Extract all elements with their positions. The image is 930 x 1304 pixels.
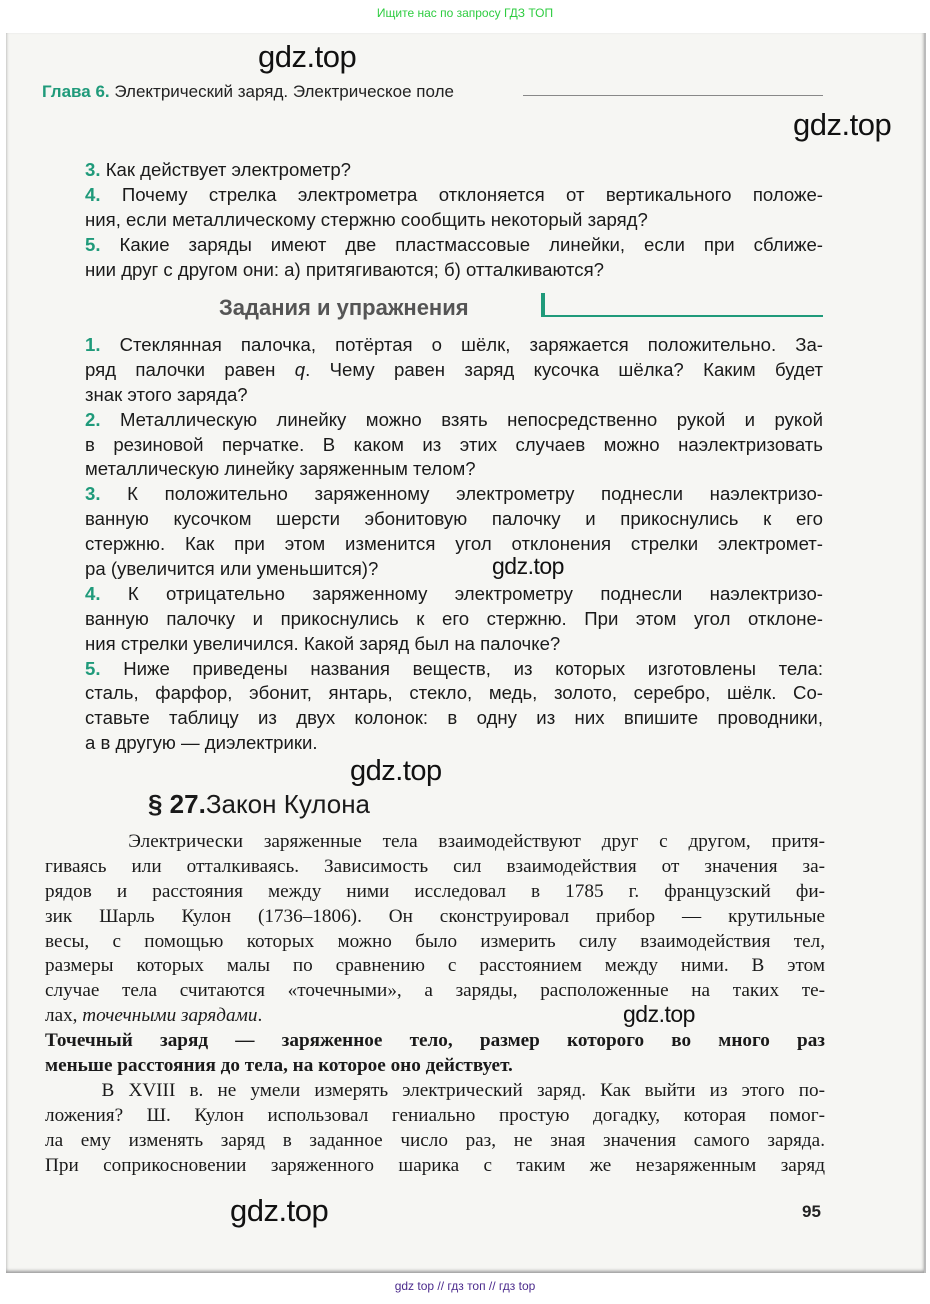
text-segment: Ниже приведены названия веществ, из которых изготовлены тела: xyxy=(123,657,823,679)
definition-text: меньше расстояния до тела, на которое оно действует. xyxy=(45,1055,513,1077)
chapter-number: Глава 6. xyxy=(42,82,110,101)
text-line xyxy=(85,731,823,756)
text-segment: Какие заряды имеют две пластмассовые линейки, если при сближе- xyxy=(119,233,823,255)
italic-term: точечными зарядами xyxy=(82,1005,258,1027)
italic-term: q xyxy=(294,358,306,380)
paragraph-number: § 27. xyxy=(148,789,206,819)
text-line xyxy=(85,333,823,358)
item-number: 5. xyxy=(85,657,124,679)
item-number: 3. xyxy=(85,159,106,180)
text-segment: . xyxy=(257,1005,263,1027)
text-segment: случае тела считаются «точечными», а заряды, расположенные на таких те- xyxy=(45,980,825,1002)
text-segment: знак этого заряда? xyxy=(85,383,248,405)
paragraph-title xyxy=(148,789,370,820)
text-segment: При соприкосновении заряженного шарика с таким же незаряженным заряд xyxy=(45,1154,825,1176)
text-line xyxy=(85,532,823,557)
text-segment: а в другую — диэлектрики. xyxy=(85,732,318,754)
text-segment: стержню. Как при этом изменится угол отклонения стрелки электромет- xyxy=(85,533,823,555)
bottom-banner[interactable]: gdz top // гдз топ // гдз top xyxy=(394,1279,536,1293)
text-line xyxy=(85,681,823,706)
text-segment: ния стрелки увеличился. Какой заряд был на палочке? xyxy=(85,632,561,654)
text-line xyxy=(45,830,825,855)
text-segment: зик Шарль Кулон (1736–1806). Он сконструировал прибор — крутильные xyxy=(45,905,825,927)
text-segment: весы, с помощью которых можно было измерить силу взаимодействия тел, xyxy=(45,930,825,952)
text-line xyxy=(85,457,823,482)
chapter-title: Электрический заряд. Электрическое поле xyxy=(114,82,454,101)
text-segment: К отрицательно заряженному электрометру поднесли наэлектризо- xyxy=(127,582,823,604)
text-line xyxy=(85,507,823,532)
text-line xyxy=(85,408,823,433)
text-line xyxy=(45,1104,825,1129)
text-line xyxy=(85,582,823,607)
definition-text: Точечный заряд — заряженное тело, размер которого во много раз xyxy=(45,1030,825,1052)
text-line xyxy=(45,880,825,905)
text-segment: Почему стрелка электрометра отклоняется от вертикального положе- xyxy=(121,183,823,205)
text-segment: ряд палочки равен xyxy=(85,358,295,380)
text-segment: В XVIII в. не умели измерять электрический заряд. Как выйти из этого по- xyxy=(45,1079,825,1101)
text-line xyxy=(85,233,823,258)
text-segment: ванную кусочком шерсти эбонитовую палочку и прикоснулись к его xyxy=(85,508,823,530)
paragraph-body xyxy=(45,830,825,1178)
text-segment: металлическую линейку заряженным телом? xyxy=(85,458,476,480)
text-segment: Стеклянная палочка, потёртая о шёлк, заряжается положительно. За- xyxy=(119,334,823,355)
text-line xyxy=(85,557,823,582)
page-number: 95 xyxy=(802,1202,821,1221)
textbook-page xyxy=(6,33,926,1273)
text-segment: ставьте таблицу из двух колонок: в одну из них впишите проводники, xyxy=(85,707,823,729)
text-line xyxy=(45,930,825,955)
text-line xyxy=(85,383,823,408)
text-segment: ложения? Ш. Кулон использовал гениально простую догадку, которая помог- xyxy=(45,1104,825,1126)
watermark: gdz.top xyxy=(492,553,564,579)
item-number: 4. xyxy=(85,582,128,604)
watermark: gdz.top xyxy=(350,755,442,787)
text-segment: Металлическую линейку можно взять непосредственно рукой и рукой xyxy=(119,408,823,430)
text-line xyxy=(45,1004,825,1029)
text-segment: рядов и расстояния между ними исследовал в 1785 г. французский фи- xyxy=(45,880,825,902)
paragraph-title-text: Закон Кулона xyxy=(205,789,371,819)
text-line xyxy=(45,1154,825,1179)
text-segment: . Чему равен заряд кусочка шёлка? Каким будет xyxy=(305,358,823,380)
text-line xyxy=(85,183,823,208)
text-line xyxy=(85,607,823,632)
watermark: gdz.top xyxy=(258,39,357,74)
text-segment: лах, xyxy=(45,1005,83,1027)
running-head xyxy=(42,82,454,102)
text-line xyxy=(85,208,823,233)
exercises-list xyxy=(85,333,823,756)
text-line xyxy=(85,258,823,283)
text-line xyxy=(45,855,825,880)
review-questions xyxy=(85,158,823,282)
text-segment: размеры которых малы по сравнению с расстоянием между ними. В этом xyxy=(45,955,825,977)
item-number: 2. xyxy=(85,408,120,430)
section-heading-bar xyxy=(541,293,545,317)
watermark: gdz.top xyxy=(230,1193,329,1228)
text-line xyxy=(45,1079,825,1104)
item-number: 3. xyxy=(85,483,128,505)
text-segment: Как действует электрометр? xyxy=(105,159,352,180)
text-line xyxy=(45,979,825,1004)
text-line xyxy=(85,657,823,682)
text-line xyxy=(85,632,823,657)
item-number: 4. xyxy=(85,183,122,205)
top-banner[interactable]: Ищите нас по запросу ГДЗ ТОП xyxy=(376,6,554,20)
text-segment: нии друг с другом они: а) притягиваются; б) отталкиваются? xyxy=(85,258,604,280)
text-line xyxy=(85,706,823,731)
text-line xyxy=(45,1054,825,1079)
text-segment: ния, если металлическому стержню сообщить некоторый заряд? xyxy=(85,208,648,230)
section-heading-rule xyxy=(541,315,823,317)
watermark: gdz.top xyxy=(793,107,892,142)
text-line xyxy=(45,954,825,979)
text-line xyxy=(45,1029,825,1054)
text-segment: гиваясь или отталкиваясь. Зависимость сил взаимодействия от значения за- xyxy=(45,855,825,877)
text-segment: ра (увеличится или уменьшится)? xyxy=(85,558,379,580)
text-line xyxy=(85,482,823,507)
text-segment: ванную палочку и прикоснулись к его стержню. При этом угол отклоне- xyxy=(85,607,823,629)
text-segment: ла ему изменять заряд в заданное число раз, не зная значения самого заряда. xyxy=(45,1129,825,1151)
section-heading: Задания и упражнения xyxy=(219,295,469,320)
header-rule xyxy=(523,95,823,96)
text-line xyxy=(85,433,823,458)
watermark: gdz.top xyxy=(623,1001,695,1027)
text-line xyxy=(45,1129,825,1154)
text-segment: К положительно заряженному электрометру поднесли наэлектризо- xyxy=(127,483,823,505)
text-line xyxy=(45,905,825,930)
item-number: 1. xyxy=(85,334,120,355)
text-line xyxy=(85,358,823,383)
text-segment: Электрически заряженные тела взаимодействуют друг с другом, притя- xyxy=(45,831,825,852)
text-segment: сталь, фарфор, эбонит, янтарь, стекло, медь, золото, серебро, шёлк. Со- xyxy=(85,682,823,704)
text-line xyxy=(85,158,823,183)
text-segment: в резиновой перчатке. В каком из этих случаев можно наэлектризовать xyxy=(85,433,823,455)
item-number: 5. xyxy=(85,233,120,255)
